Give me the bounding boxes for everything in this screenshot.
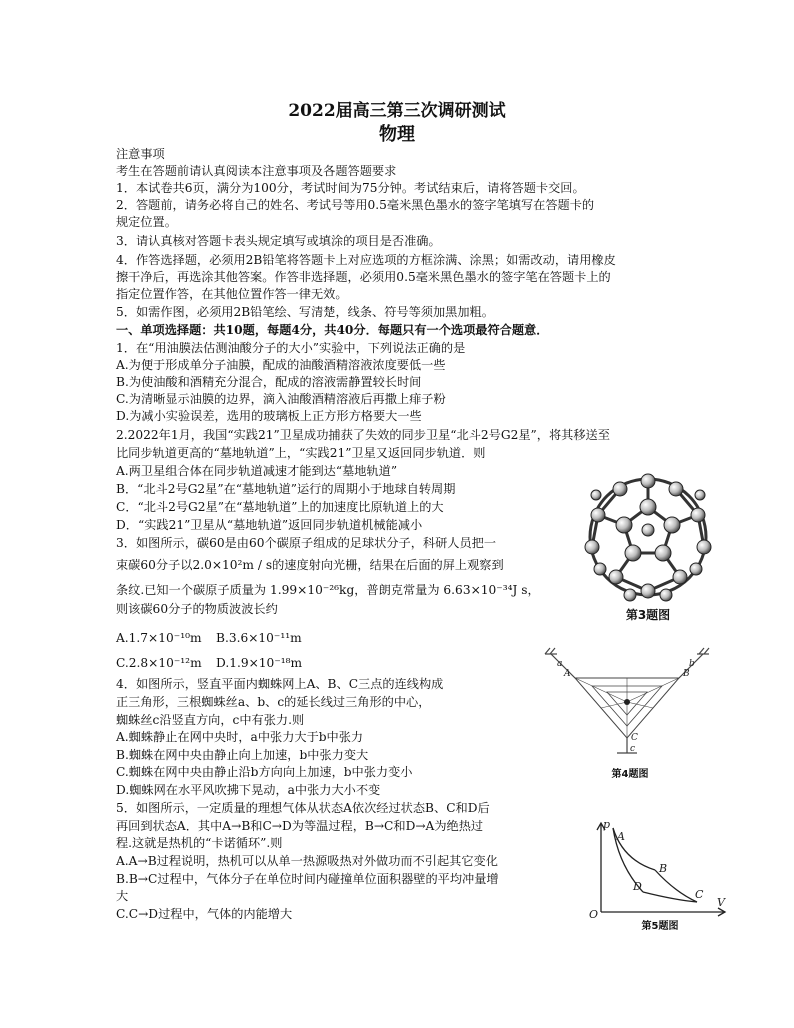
label-a: a <box>557 659 563 669</box>
q2-option-d: D．“实践21”卫星从“墓地轨道”返回同步轨道机械能减小 <box>116 518 423 532</box>
axis-v-label: V <box>717 896 725 909</box>
spider-web-figure <box>537 640 717 760</box>
q2-stem-line: 2.2022年1月，我国“实践21”卫星成功捕获了失效的同步卫星“北斗2号G2星”，将其移送至 <box>116 428 610 442</box>
axis-p-label: p <box>603 820 611 831</box>
q1-stem: 1．在“用油膜法估测油酸分子的大小”实验中，下列说法正确的是 <box>116 341 466 355</box>
q3-option-a: A.1.7×10⁻¹⁰m <box>116 631 202 645</box>
q3-stem-line: 则该碳60分子的物质波波长约 <box>116 602 278 616</box>
q3-option-b: B.3.6×10⁻¹¹m <box>216 631 302 645</box>
notes-line: 擦干净后，再选涂其他答案。作答非选择题，必须用0.5毫米黑色墨水的签字笔在答题卡上的 <box>116 270 611 284</box>
q2-option-c: C．“北斗2号G2星”在“墓地轨道”上的加速度比原轨道上的大 <box>116 500 444 514</box>
label-B: B <box>683 669 690 679</box>
q5-option-b-cont: 大 <box>116 889 129 903</box>
q4-option-a: A.蜘蛛静止在网中央时，a中张力大于b中张力 <box>116 730 364 744</box>
notes-line: 考生在答题前请认真阅读本注意事项及各题答题要求 <box>116 164 397 178</box>
notes-line: 规定位置。 <box>116 215 177 229</box>
figure-5-caption: 第5题图 <box>641 921 679 932</box>
origin-label: O <box>589 908 599 920</box>
figure-4-caption: 第4题图 <box>611 769 649 780</box>
q5-option-c: C.C→D过程中，气体的内能增大 <box>116 907 293 921</box>
point-a-label: A <box>617 830 625 843</box>
q4-stem-line: 4．如图所示，竖直平面内蜘蛛网上A、B、C三点的连线构成 <box>116 677 444 691</box>
q1-option-a: A.为便于形成单分子油膜，配成的油酸酒精溶液浓度要低一些 <box>116 358 446 372</box>
notes-heading: 注意事项 <box>116 147 165 161</box>
notes-line: 1．本试卷共6页，满分为100分，考试时间为75分钟。考试结束后，请将答题卡交回。 <box>116 181 585 195</box>
subject-title: 物理 <box>379 124 415 145</box>
q2-stem-line: 比同步轨道更高的“墓地轨道”上，“实践21”卫星又返回同步轨道．则 <box>116 446 486 460</box>
q4-stem-line: 正三角形，三根蜘蛛丝a、b、c的延长线过三角形的中心， <box>116 695 431 709</box>
label-A: A <box>564 669 571 679</box>
q5-stem-line: 程.这就是热机的“卡诺循环”.则 <box>116 836 283 850</box>
section-heading: 一、单项选择题：共10题，每题4分，共40分．每题只有一个选项最符合题意． <box>116 323 549 337</box>
notes-line: 3．请认真核对答题卡表头规定填写或填涂的项目是否准确。 <box>116 234 441 248</box>
q2-option-a: A.两卫星组合体在同步轨道减速才能到达“墓地轨道” <box>116 464 398 478</box>
q4-option-c: C.蜘蛛在网中央由静止沿b方向向上加速，b中张力变小 <box>116 765 413 779</box>
q5-option-b: B.B→C过程中，气体分子在单位时间内碰撞单位面积器壁的平均冲量增 <box>116 872 499 886</box>
q5-option-a: A.A→B过程说明，热机可以从单一热源吸热对外做功而不引起其它变化 <box>116 854 498 868</box>
q1-option-b: B.为使油酸和酒精充分混合，配成的溶液需静置较长时间 <box>116 375 422 389</box>
q3-option-d: D.1.9×10⁻¹⁸m <box>216 656 303 670</box>
label-c: c <box>630 744 636 754</box>
q5-stem-line: 5．如图所示，一定质量的理想气体从状态A依次经过状态B、C和D后 <box>116 801 490 815</box>
q3-stem-line: 束碳60分子以2.0×10²m / s的速度射向光栅，结果在后面的屏上观察到 <box>116 558 504 572</box>
carnot-cycle-figure <box>585 820 735 920</box>
q3-stem-line: 条纹.已知一个碳原子质量为 1.99×10⁻²⁶kg，普朗克常量为 6.63×10⁻³⁴J s， <box>116 583 540 597</box>
point-b-label: B <box>659 862 668 875</box>
notes-line: 2．答题前，请务必将自己的姓名、考试号等用0.5毫米黑色墨水的签字笔填写在答题卡的 <box>116 198 595 212</box>
notes-line: 4．作答选择题，必须用2B铅笔将答题卡上对应选项的方框涂满、涂黑；如需改动，请用橡皮 <box>116 253 616 267</box>
q1-option-d: D.为减小实验误差，选用的玻璃板上正方形方格要大一些 <box>116 409 422 423</box>
q3-option-c: C.2.8×10⁻¹²m <box>116 656 202 670</box>
isotherm-cd-curve <box>643 892 697 902</box>
notes-line: 5．如需作图，必须用2B铅笔绘、写清楚，线条、符号等须加黑加粗。 <box>116 305 494 319</box>
figure-3-caption: 第3题图 <box>625 608 671 622</box>
label-C: C <box>631 733 638 743</box>
label-b: b <box>689 659 695 669</box>
point-d-label: D <box>633 880 642 893</box>
q3-stem-line: 3．如图所示，碳60是由60个碳原子组成的足球状分子，科研人员把一 <box>116 536 497 550</box>
notes-line: 指定位置作答，在其他位置作答一律无效。 <box>116 287 348 301</box>
q4-option-d: D.蜘蛛网在水平风吹拂下晃动，a中张力大小不变 <box>116 783 381 797</box>
q4-option-b: B.蜘蛛在网中央由静止向上加速，b中张力变大 <box>116 748 369 762</box>
q2-option-b: B．“北斗2号G2星”在“墓地轨道”运行的周期小于地球自转周期 <box>116 482 456 496</box>
q5-stem-line: 再回到状态A．其中A→B和C→D为等温过程，B→C和D→A为绝热过 <box>116 819 484 833</box>
q1-option-c: C.为清晰显示油膜的边界，滴入油酸酒精溶液后再撒上痱子粉 <box>116 392 446 406</box>
q4-stem-line: 蜘蛛丝c沿竖直方向，c中有张力.则 <box>116 713 305 727</box>
point-c-label: C <box>695 888 704 901</box>
exam-title: 2022届高三第三次调研测试 <box>288 101 506 121</box>
